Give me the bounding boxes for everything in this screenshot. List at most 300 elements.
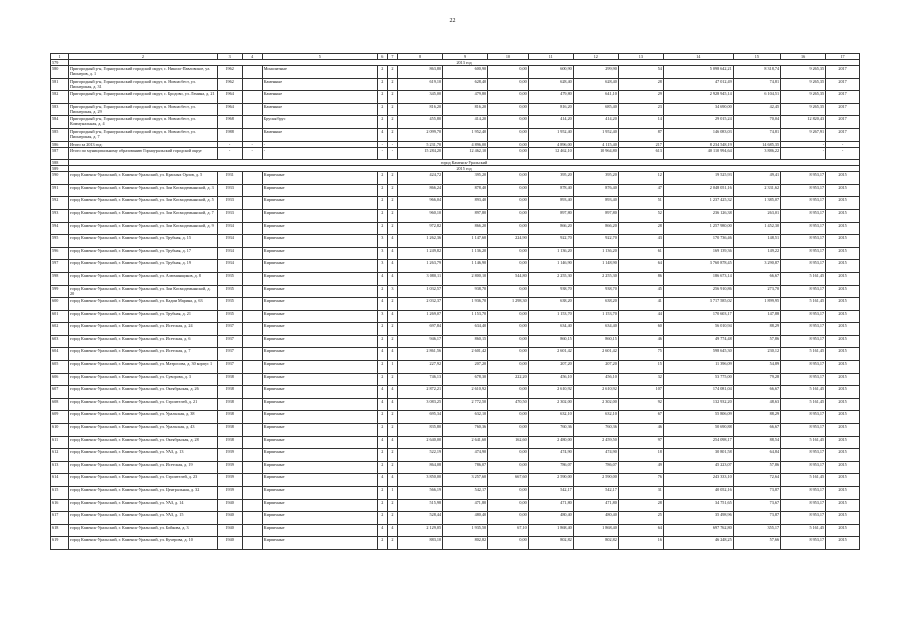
- table-cell: 2 255,30: [528, 272, 573, 285]
- table-cell: 74,81: [733, 78, 780, 91]
- address-cell: город Каменск-Уральский, г. Каменск-Уральский, ул. Красных Орлов, д. 5: [69, 172, 218, 185]
- table-cell: 2 048 051,16: [663, 184, 733, 197]
- table-cell: 45: [618, 285, 663, 298]
- table-cell: 8 953,17: [781, 461, 826, 474]
- table-cell: 4: [387, 348, 397, 361]
- table-row: [51, 103, 860, 116]
- address-cell: город Каменск-Уральский, г. Каменск-Уральский, ул. Зои Космодемьянской, д. 9: [69, 222, 218, 235]
- table-cell: 471,80: [443, 499, 488, 512]
- table-cell: 8 953,17: [781, 499, 826, 512]
- table-cell: 73,67: [733, 499, 780, 512]
- table-cell: 57,86: [733, 461, 780, 474]
- table-cell: 1935: [217, 298, 242, 311]
- table-cell: 893,40: [573, 197, 618, 210]
- table-cell: 2015: [826, 386, 860, 399]
- table-cell: 697 762,80: [663, 524, 733, 537]
- table-cell: 2 800,10: [443, 272, 488, 285]
- table-cell: 87: [618, 128, 663, 141]
- table-cell: 786,07: [528, 461, 573, 474]
- column-number-cell: 16: [781, 54, 826, 60]
- table-cell: 414,20: [528, 116, 573, 129]
- table-cell: 866,24: [398, 184, 443, 197]
- table-cell: 1 952,40: [573, 128, 618, 141]
- table-cell: 2: [377, 285, 387, 298]
- table-cell: 3 886,22: [733, 147, 780, 160]
- table-cell: 1938: [217, 373, 242, 386]
- table-cell: 19 525,93: [663, 172, 733, 185]
- table-cell: 1 269,07: [398, 310, 443, 323]
- table-cell: 5 098 642,21: [663, 66, 733, 79]
- table-cell: Кирпичные: [262, 449, 377, 462]
- row-number: 612: [51, 449, 69, 462]
- table-cell: 600,90: [528, 66, 573, 79]
- table-cell: 474,90: [573, 449, 618, 462]
- table-cell: 395,20: [573, 172, 618, 185]
- table-cell: 628,40: [443, 78, 488, 91]
- table-cell: 243 333,10: [663, 474, 733, 487]
- table-cell: 53 775,00: [663, 373, 733, 386]
- table-cell: 73,87: [733, 512, 780, 525]
- table-cell: 897,80: [443, 209, 488, 222]
- table-cell: -: [781, 147, 826, 160]
- table-row: [51, 310, 860, 323]
- table-cell: 632,10: [573, 411, 618, 424]
- table-cell: Кирпичные: [262, 209, 377, 222]
- row-number: 594: [51, 222, 69, 235]
- table-cell: 8 953,17: [781, 487, 826, 500]
- table-cell: 1 868,40: [573, 524, 618, 537]
- address-cell: Пригородный р-н, Горноуральский городской округ, п. Новоасбест, ул. Коммунальная, д. 4: [69, 116, 218, 129]
- table-row: [51, 91, 860, 104]
- address-cell: город Каменск-Уральский, г. Каменск-Уральский, ул. Октябрьская, д. 26: [69, 386, 218, 399]
- table-cell: 8 953,17: [781, 172, 826, 185]
- table-cell: 863,80: [398, 66, 443, 79]
- address-cell: город Каменск-Уральский, г. Каменск-Уральский, ул. Трубная, д. 15: [69, 235, 218, 248]
- table-cell: 2: [387, 222, 397, 235]
- table-row: [51, 436, 860, 449]
- table-cell: 9 265,35: [781, 78, 826, 91]
- table-cell: 10 964,80: [573, 147, 618, 160]
- table-cell: 12 462,10: [528, 147, 573, 160]
- table-cell: 345,00: [398, 91, 443, 104]
- table-cell: 2: [387, 373, 397, 386]
- table-cell: 51: [618, 197, 663, 210]
- row-number: 619: [51, 537, 69, 550]
- table-cell: 2 861,56: [398, 348, 443, 361]
- table-cell: 4: [387, 386, 397, 399]
- table-cell: 632,10: [443, 411, 488, 424]
- table-cell: 12 820,43: [781, 116, 826, 129]
- row-number: 585: [51, 128, 69, 141]
- row-number: 616: [51, 499, 69, 512]
- column-number-cell: 2: [69, 54, 218, 60]
- table-cell: 66,67: [733, 272, 780, 285]
- table-cell: [242, 197, 262, 210]
- table-cell: 480,40: [573, 512, 618, 525]
- column-number-cell: 4: [242, 54, 262, 60]
- table-cell: 1 136,20: [443, 247, 488, 260]
- table-cell: 207,20: [528, 361, 573, 374]
- table-cell: 2015: [826, 298, 860, 311]
- table-cell: Кирпичные: [262, 172, 377, 185]
- table-cell: 79,28: [733, 373, 780, 386]
- table-cell: [242, 184, 262, 197]
- table-cell: Кирпичные: [262, 474, 377, 487]
- column-number-cell: 13: [618, 54, 663, 60]
- table-cell: 897,80: [528, 209, 573, 222]
- table-cell: 1933: [217, 209, 242, 222]
- table-cell: 0,00: [488, 197, 529, 210]
- table-cell: 2: [387, 91, 397, 104]
- table-cell: 222,20: [488, 373, 529, 386]
- table-row: [51, 209, 860, 222]
- table-cell: 0,00: [488, 487, 529, 500]
- table-cell: 2015: [826, 499, 860, 512]
- table-row: [51, 348, 860, 361]
- address-cell: город Каменск-Уральский, г. Каменск-Уральский, ул. Уральская, д. 43: [69, 424, 218, 437]
- table-cell: 4: [377, 524, 387, 537]
- table-cell: 4: [377, 474, 387, 487]
- table-cell: 1 237 425,32: [663, 197, 733, 210]
- table-cell: 1 263,79: [398, 260, 443, 273]
- table-cell: [242, 298, 262, 311]
- table-cell: 746,13: [398, 373, 443, 386]
- table-cell: 685,40: [573, 103, 618, 116]
- table-cell: 46 248,25: [663, 537, 733, 550]
- table-cell: 1940: [217, 524, 242, 537]
- table-cell: 893,40: [528, 197, 573, 210]
- table-cell: 256 910,86: [663, 285, 733, 298]
- table-cell: 3: [377, 247, 387, 260]
- table-cell: 878,40: [443, 184, 488, 197]
- table-cell: 1934: [217, 260, 242, 273]
- table-cell: 1939: [217, 487, 242, 500]
- table-cell: 1938: [217, 424, 242, 437]
- table-cell: 2: [387, 116, 397, 129]
- table-cell: [242, 323, 262, 336]
- table-cell: 2: [377, 461, 387, 474]
- table-cell: 3 717 585,02: [663, 298, 733, 311]
- table-row: [51, 323, 860, 336]
- table-cell: 598 645,30: [663, 348, 733, 361]
- column-number-cell: 5: [262, 54, 377, 60]
- row-number: 581: [51, 78, 69, 91]
- table-cell: 2015: [826, 537, 860, 550]
- table-cell: 866,20: [573, 222, 618, 235]
- table-cell: 2 459,50: [573, 436, 618, 449]
- table-cell: 12 462,10: [443, 147, 488, 160]
- table-cell: 2 772,50: [443, 398, 488, 411]
- address-cell: город Каменск-Уральский, г. Каменск-Уральский, ул. УАЗ, д. 13: [69, 449, 218, 462]
- table-cell: 2 302,00: [573, 398, 618, 411]
- table-cell: 632,10: [528, 411, 573, 424]
- table-cell: 2: [377, 424, 387, 437]
- address-cell: город Каменск-Уральский, г. Каменск-Уральский, ул. Кадии Марина, д. 63: [69, 298, 218, 311]
- table-cell: 474,90: [443, 449, 488, 462]
- table-cell: 2015: [826, 411, 860, 424]
- table-cell: 47: [618, 184, 663, 197]
- table-cell: 1962: [217, 66, 242, 79]
- row-number: 604: [51, 348, 69, 361]
- table-cell: 1934: [217, 222, 242, 235]
- table-cell: 1935: [217, 285, 242, 298]
- table-cell: Каменные: [262, 78, 377, 91]
- table-cell: 2 480,00: [528, 436, 573, 449]
- table-cell: 32: [618, 373, 663, 386]
- table-cell: 566,19: [398, 487, 443, 500]
- table-cell: 2: [377, 499, 387, 512]
- table-cell: 107: [618, 386, 663, 399]
- table-cell: 2015: [826, 487, 860, 500]
- table-cell: 5 161,45: [781, 386, 826, 399]
- table-cell: 4: [387, 310, 397, 323]
- table-cell: 25: [618, 512, 663, 525]
- table-cell: 34 690,00: [663, 103, 733, 116]
- section-label: 2015 год: [69, 166, 860, 172]
- table-cell: 55 806,09: [663, 411, 733, 424]
- table-cell: [242, 78, 262, 91]
- table-cell: 8 953,17: [781, 197, 826, 210]
- table-cell: 0,00: [488, 449, 529, 462]
- table-cell: 236 126,38: [663, 209, 733, 222]
- table-cell: 0,00: [488, 411, 529, 424]
- table-cell: Кирпичные: [262, 411, 377, 424]
- table-cell: 613: [618, 147, 663, 160]
- table-cell: [242, 285, 262, 298]
- table-cell: 4: [387, 272, 397, 285]
- table-cell: [242, 172, 262, 185]
- address-cell: Пригородный р-н, Горноуральский городской округ, с. Николо-Павловское, ул. Пионеров, д. 1: [69, 66, 218, 79]
- table-cell: 2015: [826, 474, 860, 487]
- table-cell: 2: [377, 487, 387, 500]
- table-cell: 3 290,87: [733, 260, 780, 273]
- table-cell: 3 257,60: [443, 474, 488, 487]
- table-cell: 2: [387, 298, 397, 311]
- table-row: [51, 449, 860, 462]
- table-cell: 8 953,17: [781, 209, 826, 222]
- table-cell: 628,40: [573, 78, 618, 91]
- table-cell: Кирпичные: [262, 512, 377, 525]
- table-cell: 3: [387, 285, 397, 298]
- row-number: 598: [51, 272, 69, 285]
- table-cell: 1937: [217, 348, 242, 361]
- table-row: [51, 235, 860, 248]
- table-cell: 2: [387, 172, 397, 185]
- table-cell: 70,04: [733, 116, 780, 129]
- table-cell: 34 751,65: [663, 499, 733, 512]
- table-cell: 207,20: [443, 361, 488, 374]
- row-number: 606: [51, 373, 69, 386]
- table-cell: 4: [377, 348, 387, 361]
- table-cell: 760,36: [573, 424, 618, 437]
- table-cell: 893,40: [443, 197, 488, 210]
- address-cell: город Каменск-Уральский, г. Каменск-Уральский, ул. Бойкова, д. 3: [69, 524, 218, 537]
- table-cell: Кирпичные: [262, 335, 377, 348]
- table-cell: 207,20: [573, 361, 618, 374]
- table-cell: Кирпичные: [262, 184, 377, 197]
- table-cell: 455,80: [398, 116, 443, 129]
- housing-table: [50, 53, 860, 550]
- table-cell: 46: [618, 335, 663, 348]
- table-cell: 88,29: [733, 323, 780, 336]
- table-cell: 0,00: [488, 386, 529, 399]
- table-cell: 1 385,07: [733, 197, 780, 210]
- table-cell: 4 896,00: [528, 141, 573, 147]
- table-cell: 2: [387, 499, 397, 512]
- table-cell: 456,10: [528, 373, 573, 386]
- table-cell: 1962: [217, 78, 242, 91]
- table-cell: Кирпичные: [262, 310, 377, 323]
- table-cell: 5 161,45: [781, 348, 826, 361]
- table-cell: 4 896,00: [443, 141, 488, 147]
- table-cell: 67: [618, 411, 663, 424]
- address-cell: город Каменск-Уральский, г. Каменск-Уральский, ул. Исетская, д. 6: [69, 335, 218, 348]
- table-cell: 2: [377, 222, 387, 235]
- row-number: 615: [51, 487, 69, 500]
- row-number: 584: [51, 116, 69, 129]
- table-cell: 470,50: [488, 398, 529, 411]
- table-cell: 2 255,30: [573, 272, 618, 285]
- table-cell: 0,00: [488, 184, 529, 197]
- address-cell: город Каменск-Уральский, г. Каменск-Уральский, ул. Алюминщиков, д. 8: [69, 272, 218, 285]
- table-row: [51, 474, 860, 487]
- table-cell: 1933: [217, 197, 242, 210]
- table-row: [51, 272, 860, 285]
- table-cell: 64: [618, 260, 663, 273]
- table-cell: 2: [377, 323, 387, 336]
- table-cell: 2015: [826, 285, 860, 298]
- table-cell: 2 601,42: [528, 348, 573, 361]
- table-cell: 8 234 548,19: [663, 141, 733, 147]
- table-cell: 64,84: [733, 449, 780, 462]
- table-cell: 1 899,95: [733, 298, 780, 311]
- table-cell: Кирпичные: [262, 285, 377, 298]
- table-row: [51, 424, 860, 437]
- table-cell: 4: [377, 272, 387, 285]
- address-cell: город Каменск-Уральский, г. Каменск-Уральский, ул. Строителей, д. 23: [69, 474, 218, 487]
- table-cell: 299,90: [573, 66, 618, 79]
- table-cell: 4: [377, 386, 387, 399]
- table-row: [51, 78, 860, 91]
- table-cell: 860,15: [443, 335, 488, 348]
- table-cell: 1 249,82: [398, 247, 443, 260]
- table-cell: 88,29: [733, 411, 780, 424]
- table-row: [51, 222, 860, 235]
- table-cell: 148,51: [733, 235, 780, 248]
- table-cell: 1939: [217, 449, 242, 462]
- address-cell: город Каменск-Уральский, г. Каменск-Уральский, ул. Зои Космодемьянской, д. 3: [69, 184, 218, 197]
- table-cell: 4: [387, 436, 397, 449]
- row-number: 610: [51, 424, 69, 437]
- table-cell: 97: [618, 436, 663, 449]
- table-cell: Кирпичные: [262, 361, 377, 374]
- table-cell: 4: [387, 398, 397, 411]
- table-cell: 2015: [826, 172, 860, 185]
- table-cell: 0,00: [488, 335, 529, 348]
- table-cell: 2 099,70: [398, 128, 443, 141]
- row-number: 600: [51, 298, 69, 311]
- table-cell: 946,17: [398, 335, 443, 348]
- row-number: 593: [51, 209, 69, 222]
- table-cell: 8 318,74: [733, 66, 780, 79]
- table-cell: 1935: [217, 310, 242, 323]
- table-cell: 4: [377, 298, 387, 311]
- table-cell: 47 012,49: [663, 78, 733, 91]
- table-cell: [242, 398, 262, 411]
- table-cell: -: [377, 141, 387, 147]
- table-cell: 6 104,51: [733, 91, 780, 104]
- table-cell: 4: [387, 247, 397, 260]
- row-number: 601: [51, 310, 69, 323]
- table-cell: 149,22: [733, 247, 780, 260]
- table-cell: 2: [377, 449, 387, 462]
- table-cell: 8 953,17: [781, 373, 826, 386]
- table-cell: 474,90: [528, 449, 573, 462]
- table-cell: 174 081,04: [663, 386, 733, 399]
- address-cell: город Каменск-Уральский, г. Каменск-Уральский, ул. УАЗ, д. 15: [69, 512, 218, 525]
- table-cell: 28: [618, 222, 663, 235]
- table-cell: Каменные: [262, 91, 377, 104]
- table-cell: 8 953,17: [781, 537, 826, 550]
- table-cell: 2015: [826, 184, 860, 197]
- table-cell: 860,15: [573, 335, 618, 348]
- address-cell: Пригородный р-н, Горноуральский городской округ, п. Новоасбест, ул. Пионерская, д. 31: [69, 78, 218, 91]
- table-cell: 695,34: [398, 411, 443, 424]
- table-cell: 471,80: [528, 499, 573, 512]
- table-cell: 92: [618, 398, 663, 411]
- table-row: [51, 512, 860, 525]
- table-cell: 786,07: [443, 461, 488, 474]
- table-cell: 52: [618, 209, 663, 222]
- row-number: 602: [51, 323, 69, 336]
- table-cell: 2: [377, 537, 387, 550]
- table-cell: 938,70: [528, 285, 573, 298]
- table-cell: 1937: [217, 323, 242, 336]
- table-cell: 8 953,17: [781, 285, 826, 298]
- column-number-cell: 7: [387, 54, 397, 60]
- table-cell: 2: [377, 411, 387, 424]
- table-cell: 2 032,37: [398, 298, 443, 311]
- table-cell: [242, 66, 262, 79]
- table-cell: 2: [387, 78, 397, 91]
- table-cell: 1938: [217, 411, 242, 424]
- table-cell: 2: [377, 116, 387, 129]
- table-cell: 9 265,35: [781, 66, 826, 79]
- table-cell: 4: [387, 524, 397, 537]
- table-cell: 2015: [826, 361, 860, 374]
- table-cell: 8 953,17: [781, 323, 826, 336]
- table-cell: 897,80: [573, 209, 618, 222]
- table-cell: 1939: [217, 461, 242, 474]
- table-cell: -: [377, 147, 387, 160]
- table-cell: 456,10: [573, 373, 618, 386]
- table-cell: 2: [377, 103, 387, 116]
- table-cell: [242, 512, 262, 525]
- table-cell: 816,20: [443, 103, 488, 116]
- table-cell: 1933: [217, 184, 242, 197]
- table-cell: 23: [618, 103, 663, 116]
- table-cell: 273,70: [733, 285, 780, 298]
- table-cell: 760,36: [443, 424, 488, 437]
- table-cell: 8 953,17: [781, 260, 826, 273]
- table-cell: 600,90: [443, 66, 488, 79]
- table-cell: 883,10: [398, 537, 443, 550]
- table-cell: 8 953,17: [781, 235, 826, 248]
- table-cell: 5 161,45: [781, 474, 826, 487]
- table-cell: 0,00: [488, 172, 529, 185]
- table-cell: 42,45: [733, 103, 780, 116]
- table-cell: 2017: [826, 103, 860, 116]
